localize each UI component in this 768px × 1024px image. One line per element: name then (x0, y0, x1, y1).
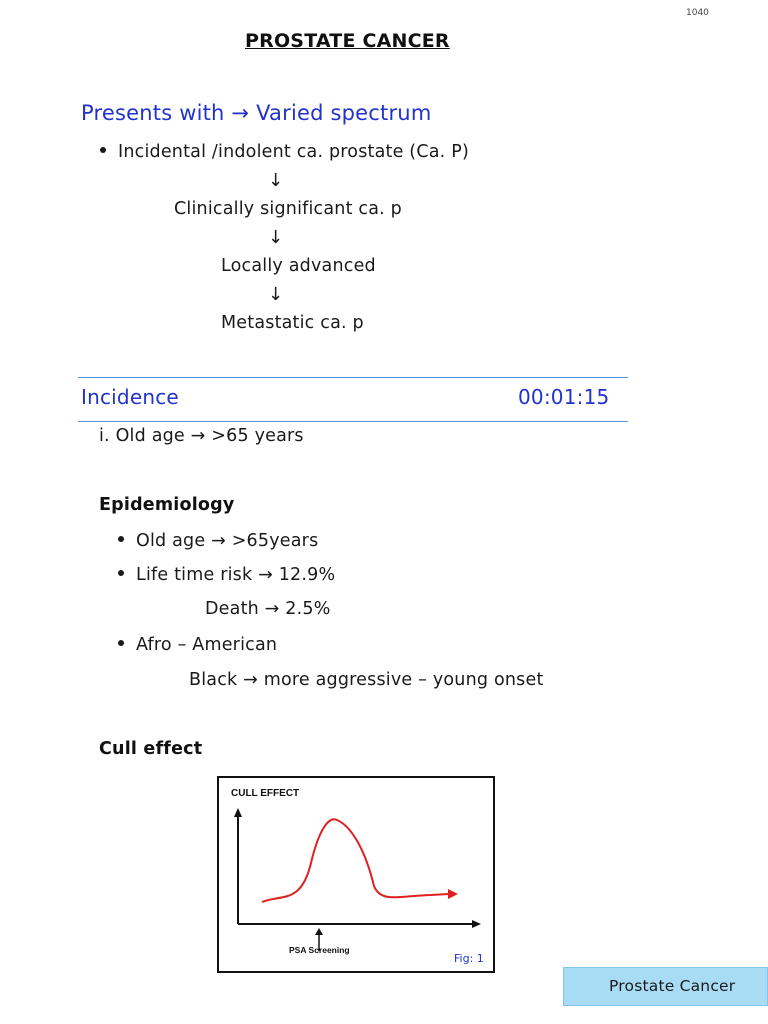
psa-screening-label: PSA Screening (289, 945, 350, 955)
bullet-dot (118, 536, 124, 542)
flow-step-3: Locally advanced (221, 256, 376, 276)
section-divider-top (78, 377, 628, 378)
flow-step-1-text: Incidental /indolent ca. prostate (Ca. P) (118, 142, 469, 162)
y-axis-arrowhead (234, 808, 242, 817)
video-timestamp: 00:01:15 (518, 385, 610, 409)
figure-label: Fig: 1 (454, 952, 484, 965)
footer-chapter-tab[interactable] (563, 967, 768, 1006)
incidence-line: i. Old age → >65 years (99, 426, 304, 446)
epi-death: Death → 2.5% (205, 599, 331, 619)
figure-title: CULL EFFECT (231, 788, 300, 799)
epi-black: Black → more aggressive – young onset (189, 670, 544, 690)
section-divider-bottom (78, 421, 628, 422)
epi-lifetime-risk (118, 565, 335, 585)
page-title: PROSTATE CANCER (245, 30, 450, 52)
down-arrow-icon: ↓ (268, 170, 284, 191)
cull-effect-diagram (219, 778, 493, 971)
epidemiology-heading: Epidemiology (99, 495, 235, 515)
flow-step-1 (100, 142, 469, 162)
annotation-arrowhead (315, 928, 323, 935)
epi-old-age-text: Old age → >65years (136, 531, 319, 551)
cull-effect-curve (262, 819, 449, 902)
curve-arrowhead (448, 889, 458, 899)
x-axis-arrowhead (472, 920, 481, 928)
flow-step-4: Metastatic ca. p (221, 313, 364, 333)
footer-label: Prostate Cancer (609, 977, 736, 995)
down-arrow-icon: ↓ (268, 284, 284, 305)
cull-effect-heading: Cull effect (99, 739, 203, 759)
bullet-dot (118, 570, 124, 576)
page-number: 1040 (686, 8, 709, 18)
bullet-dot (100, 147, 106, 153)
bullet-dot (118, 640, 124, 646)
epi-old-age (118, 531, 318, 551)
epi-afro-american-text: Afro – American (136, 635, 278, 655)
incidence-heading: Incidence (81, 385, 179, 409)
presents-heading: Presents with → Varied spectrum (81, 101, 432, 125)
epi-afro-american (118, 635, 277, 655)
cull-effect-figure (217, 776, 495, 973)
epi-lifetime-risk-text: Life time risk → 12.9% (136, 565, 336, 585)
down-arrow-icon: ↓ (268, 227, 284, 248)
flow-step-2: Clinically significant ca. p (174, 199, 402, 219)
